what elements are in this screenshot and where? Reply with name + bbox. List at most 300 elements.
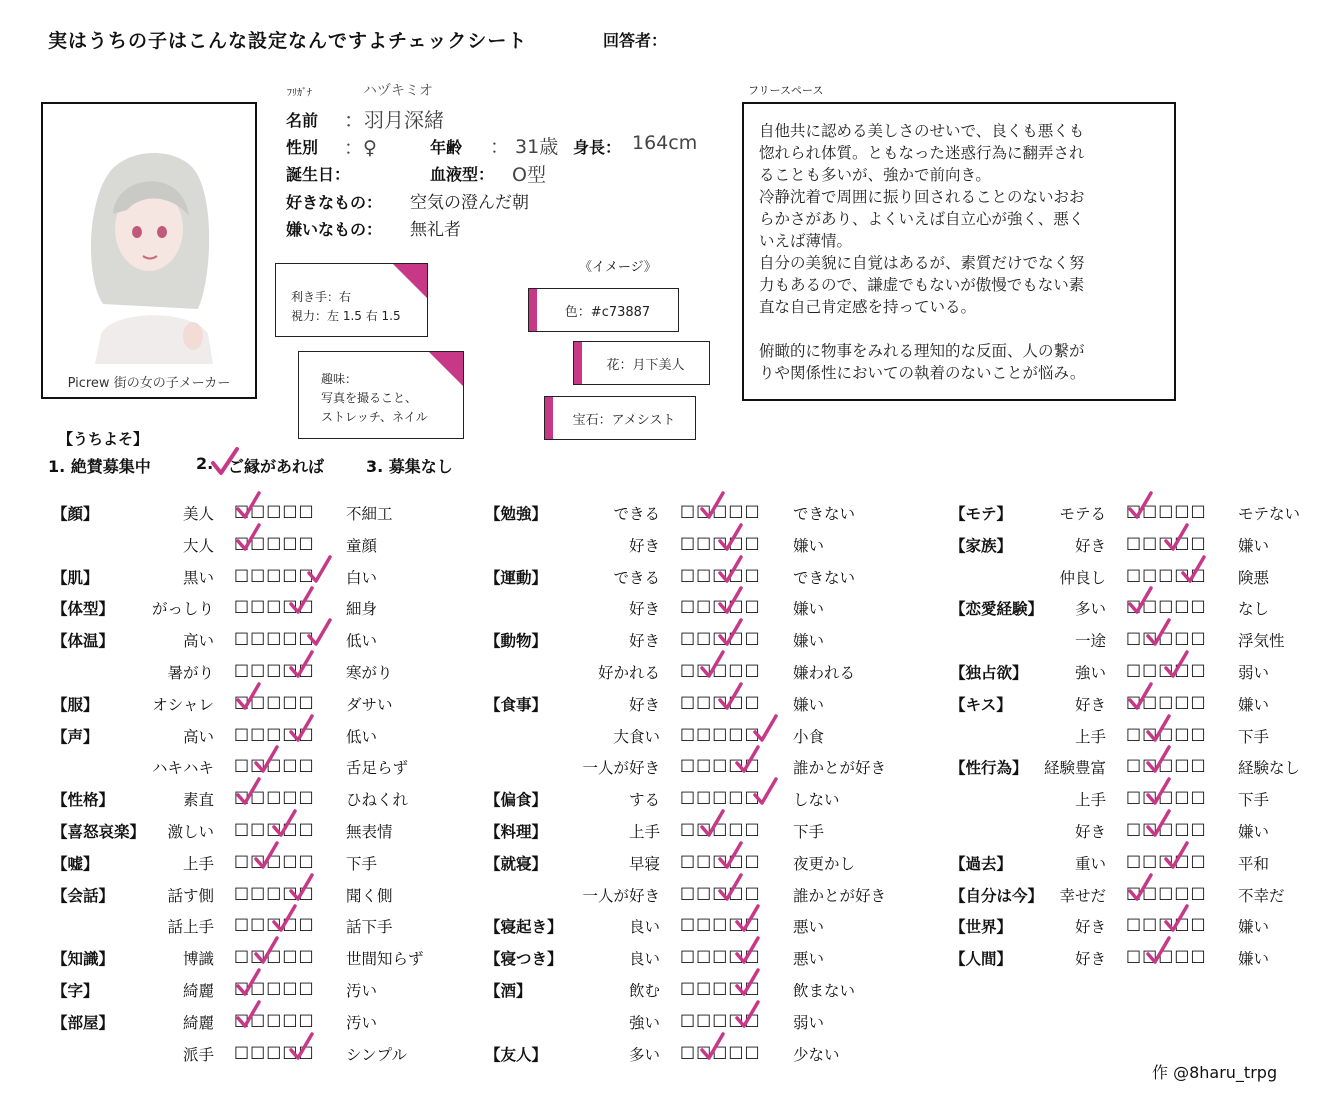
rating-boxes[interactable]: □□□□□ [680, 946, 761, 966]
rating-boxes[interactable]: □□□□□ [234, 501, 315, 520]
left-attribute: できる [613, 505, 660, 523]
left-attribute: する [628, 791, 660, 810]
age-label: 年齢 [430, 138, 463, 157]
left-attribute: 好き [628, 536, 660, 555]
category-label: 【嘘】 [52, 854, 99, 873]
sheet-title: 実はうちの子はこんな設定なんですよチェックシート [48, 30, 528, 52]
category-label: 【肌】 [52, 568, 99, 587]
left-attribute: モテる [1059, 505, 1106, 523]
left-attribute: 仲良し [1059, 568, 1106, 587]
right-attribute: シンプル [346, 1045, 407, 1064]
rating-check-icon [1126, 490, 1154, 520]
category-label: 【部屋】 [52, 1013, 115, 1032]
category-label: 【偏食】 [485, 791, 548, 810]
left-attribute: 好き [1074, 950, 1106, 969]
rating-boxes[interactable]: □□□□□ [1126, 787, 1207, 807]
image-gem-tag [544, 396, 696, 440]
image-color-text: 色：#c73887 [564, 304, 651, 320]
left-attribute: 経験豊富 [1043, 759, 1106, 778]
free-space-line: 俯瞰的に物事をみれる理知的な反面、人の繋が [759, 342, 1085, 360]
right-attribute: 聞く側 [346, 886, 393, 905]
likes-label: 好きなもの： [286, 193, 383, 212]
left-attribute: 好き [1074, 823, 1106, 841]
free-space-text [759, 120, 1164, 384]
uchiyoso-option-2: 2. [196, 454, 214, 473]
category-label: 【服】 [52, 695, 99, 714]
rating-boxes[interactable]: □□□□□ [234, 1009, 315, 1029]
rating-boxes[interactable]: □□□□□ [680, 755, 761, 775]
left-attribute: 多い [628, 1045, 660, 1064]
category-label: 【酒】 [485, 982, 532, 1000]
rating-boxes[interactable]: □□□□□ [234, 723, 315, 743]
rating-boxes[interactable]: □□□□□ [680, 1009, 761, 1029]
free-space-line: りや関係性においての執着のないことが悩み。 [759, 364, 1086, 382]
rating-check-icon [234, 776, 262, 806]
right-attribute: 嫌い [793, 536, 825, 555]
right-attribute: ダサい [346, 695, 393, 714]
left-attribute: 好き [1074, 695, 1106, 714]
left-attribute: ハキハキ [151, 759, 214, 778]
category-label: 【声】 [52, 727, 99, 746]
right-attribute: 経験なし [1238, 759, 1301, 778]
left-attribute: 強い [628, 1013, 660, 1032]
category-label: 【食事】 [485, 695, 548, 714]
rating-boxes[interactable]: □□□□□ [1126, 914, 1207, 934]
category-label: 【顔】 [52, 505, 99, 523]
rating-boxes[interactable]: □□□□□ [234, 532, 315, 552]
left-attribute: 好き [628, 600, 660, 619]
category-label: 【友人】 [485, 1045, 548, 1064]
category-label: 【性格】 [52, 791, 115, 810]
free-space-label: フリースペース [748, 84, 824, 97]
left-attribute: オシャレ [152, 695, 214, 714]
free-space-box [742, 102, 1176, 401]
author-credit: 作 @8haru_trpg [1152, 1063, 1278, 1082]
rating-boxes[interactable]: □□□□□ [1126, 628, 1207, 648]
rating-boxes[interactable]: □□□□□ [1126, 755, 1207, 775]
left-attribute: 綺麗 [182, 1013, 214, 1032]
right-attribute: ひねくれ [346, 791, 409, 810]
right-attribute: 低い [346, 727, 378, 746]
rating-boxes[interactable]: □□□□□ [680, 787, 761, 807]
left-attribute: 良い [628, 950, 660, 969]
handedness-text: 利き手：右 [291, 290, 352, 304]
right-attribute: できない [793, 568, 856, 587]
rating-boxes[interactable]: □□□□□ [1126, 850, 1207, 870]
category-label: 【勉強】 [485, 505, 548, 523]
rating-check-icon [751, 713, 779, 743]
free-space-line: いえば薄情。 [759, 232, 853, 250]
right-attribute: 嫌い [1238, 536, 1270, 555]
rating-boxes[interactable]: □□□□□ [1126, 691, 1207, 711]
rating-check-icon [716, 554, 744, 584]
right-attribute: 嫌われる [793, 664, 856, 682]
right-attribute: 不細工 [346, 505, 393, 523]
rating-boxes[interactable]: □□□□□ [1126, 723, 1207, 743]
right-attribute: 世間知らず [346, 950, 424, 969]
category-label: 【キス】 [950, 695, 1012, 714]
rating-boxes[interactable]: □□□□□ [680, 723, 761, 743]
rating-boxes[interactable]: □□□□□ [680, 532, 761, 552]
right-attribute: 夜更かし [793, 854, 856, 873]
right-attribute: 嫌い [1238, 950, 1270, 969]
rating-boxes[interactable]: □□□□□ [680, 882, 761, 902]
left-attribute: 上手 [1074, 791, 1106, 810]
right-attribute: 嫌い [1238, 695, 1270, 714]
free-space-line: 惚れられ体質。ともなった迷惑行為に翻弄され [759, 144, 1085, 162]
right-attribute: 下手 [1238, 791, 1270, 810]
free-space-line: 冷静沈着で周囲に振り回されることのないおお [759, 188, 1085, 206]
height-label: 身長： [573, 138, 622, 157]
left-attribute: 大人 [182, 536, 214, 555]
category-label: 【恋愛経験】 [950, 600, 1044, 619]
height-value: 164cm [632, 132, 698, 154]
uchiyoso-option-3: 3. 募集なし [366, 457, 453, 476]
left-attribute: 大食い [613, 727, 660, 746]
right-attribute: 悪い [793, 950, 825, 969]
right-attribute: 下手 [1238, 727, 1270, 746]
uchiyoso-label: 【うちよそ】 [58, 430, 149, 448]
rating-check-icon [1162, 840, 1190, 870]
right-attribute: モテない [1238, 505, 1301, 523]
left-attribute: 美人 [182, 505, 214, 523]
rating-check-icon [751, 776, 779, 806]
portrait-illustration [43, 104, 255, 364]
rating-boxes[interactable]: □□□□□ [1126, 882, 1207, 902]
left-attribute: 多い [1074, 600, 1106, 619]
age-value: ： 31歳 [490, 136, 559, 158]
right-attribute: 飲まない [793, 982, 856, 1000]
left-attribute: 高い [182, 727, 214, 746]
left-attribute: 派手 [182, 1045, 214, 1064]
free-space-line: 直な自己肯定感を持っている。 [759, 298, 977, 316]
category-label: 【運動】 [485, 568, 548, 587]
card-corner-accent [429, 352, 463, 386]
rating-boxes[interactable]: □□□□□ [680, 660, 761, 679]
rating-check-icon [287, 1031, 315, 1061]
left-attribute: 一人が好き [582, 886, 660, 905]
rating-check-icon [733, 903, 761, 933]
left-attribute: 上手 [628, 823, 660, 841]
category-label: 【動物】 [485, 632, 548, 651]
rating-boxes[interactable]: □□□□□ [680, 1041, 761, 1061]
rating-check-icon [1144, 808, 1172, 838]
rating-check-icon [733, 967, 761, 997]
right-attribute: 細身 [346, 600, 378, 619]
rating-boxes[interactable]: □□□□□ [680, 628, 761, 648]
left-attribute: 好かれる [597, 664, 660, 682]
rating-boxes[interactable]: □□□□□ [234, 691, 315, 711]
right-attribute: なし [1238, 600, 1270, 619]
rating-boxes[interactable]: □□□□□ [234, 755, 315, 775]
rating-check-icon [1144, 935, 1172, 965]
image-color-tag [528, 288, 679, 332]
category-label: 【料理】 [485, 823, 548, 841]
tag-accent-bar [529, 289, 537, 331]
left-attribute: 好き [1074, 918, 1106, 937]
rating-check-icon [1144, 776, 1172, 806]
rating-check-icon [698, 649, 726, 679]
rating-boxes[interactable]: □□□□□ [680, 596, 761, 616]
rating-check-icon [716, 522, 744, 552]
category-label: 【過去】 [950, 854, 1013, 873]
image-flower-text: 花：月下美人 [606, 357, 685, 373]
left-attribute: 暑がり [167, 664, 214, 682]
rating-boxes[interactable]: □□□□□ [680, 978, 761, 997]
rating-check-icon [716, 585, 744, 615]
rating-check-icon [1162, 649, 1190, 679]
rating-check-icon [716, 840, 744, 870]
rating-check-icon [234, 967, 262, 997]
free-space-line: 自分の美貌に自覚はあるが、素質だけでなく努 [759, 254, 1085, 272]
rating-check-icon [234, 681, 262, 711]
rating-boxes[interactable]: □□□□□ [1126, 946, 1207, 966]
left-attribute: 早寝 [628, 854, 660, 873]
left-attribute: 一途 [1074, 632, 1106, 651]
rating-check-icon [305, 554, 333, 584]
left-attribute: 好き [628, 632, 660, 651]
rating-boxes[interactable]: □□□□□ [234, 819, 315, 838]
rating-check-icon [270, 808, 298, 838]
right-attribute: 誰かとが好き [793, 759, 887, 778]
rating-boxes[interactable]: □□□□□ [234, 660, 315, 679]
rating-check-icon [716, 872, 744, 902]
rating-boxes[interactable]: □□□□□ [234, 882, 315, 902]
rating-check-icon [698, 1031, 726, 1061]
right-attribute: 嫌い [1238, 918, 1270, 937]
left-attribute: がっしり [151, 600, 214, 619]
category-label: 【字】 [52, 982, 99, 1000]
free-space-line: ることも多いが、強かで前向き。 [759, 166, 991, 184]
category-label: 【モテ】 [950, 505, 1013, 523]
rating-check-icon [733, 935, 761, 965]
rating-check-icon [287, 649, 315, 679]
rating-check-icon [1162, 522, 1190, 552]
left-attribute: 話す側 [167, 886, 214, 905]
left-attribute: 好き [628, 695, 660, 714]
uchiyoso-option-2-text: ご縁があれば [228, 457, 325, 476]
free-space-line [759, 318, 1164, 340]
gender-value: ：♀ [344, 137, 377, 159]
gender-label: 性別 [286, 138, 319, 157]
rating-check-icon [716, 617, 744, 647]
rating-check-icon [698, 490, 726, 520]
blood-type-value: O型 [512, 164, 546, 186]
right-attribute: 無表情 [346, 823, 393, 841]
rating-boxes[interactable]: □□□□□ [1126, 501, 1207, 520]
rating-check-icon [1144, 713, 1172, 743]
rating-boxes[interactable]: □□□□□ [1126, 532, 1207, 552]
category-label: 【人間】 [950, 950, 1013, 969]
right-attribute: 嫌い [793, 632, 825, 651]
rating-boxes[interactable]: □□□□□ [1126, 564, 1207, 584]
rating-check-icon [716, 681, 744, 711]
uchiyoso-check-icon [210, 446, 240, 476]
rating-check-icon [733, 999, 761, 1029]
free-space-line: 自他共に認める美しさのせいで、良くも悪くも [759, 122, 1085, 140]
left-attribute: 幸せだ [1059, 886, 1106, 905]
category-label: 【世界】 [950, 918, 1013, 937]
character-portrait [41, 102, 257, 399]
rating-boxes[interactable]: □□□□□ [234, 850, 315, 870]
left-attribute: 激しい [167, 823, 214, 841]
rating-check-icon [733, 744, 761, 774]
rating-check-icon [287, 872, 315, 902]
right-attribute: 弱い [1238, 664, 1270, 682]
name-label: 名前 [286, 111, 319, 130]
right-attribute: 低い [346, 632, 378, 651]
rating-boxes[interactable]: □□□□□ [680, 819, 761, 838]
rating-check-icon [698, 808, 726, 838]
image-flower-tag [573, 341, 710, 385]
left-attribute: 上手 [1074, 727, 1106, 746]
rating-check-icon [1162, 903, 1190, 933]
rating-check-icon [234, 490, 262, 520]
right-attribute: 嫌い [1238, 823, 1270, 841]
rating-check-icon [1179, 554, 1207, 584]
right-attribute: 汚い [346, 1013, 378, 1032]
left-attribute: 好き [1074, 536, 1106, 555]
rating-check-icon [252, 744, 280, 774]
rating-check-icon [234, 522, 262, 552]
left-attribute: 一人が好き [582, 759, 660, 778]
left-attribute: できる [613, 568, 660, 587]
rating-boxes[interactable]: □□□□□ [234, 787, 315, 807]
image-section-title: 《イメージ》 [579, 260, 657, 275]
uchiyoso-option-1: 1. 絶賛募集中 [48, 457, 151, 476]
category-label: 【性行為】 [950, 759, 1028, 778]
rating-check-icon [252, 840, 280, 870]
furigana-value: ハヅキミオ [363, 83, 433, 99]
rating-check-icon [252, 935, 280, 965]
left-attribute: 重い [1074, 854, 1106, 873]
name-value: ：羽月深緒 [344, 108, 444, 132]
right-attribute: 寒がり [346, 664, 393, 682]
right-attribute: 小食 [793, 727, 825, 746]
left-attribute: 博識 [182, 950, 214, 969]
rating-check-icon [287, 713, 315, 743]
left-attribute: 素直 [182, 791, 214, 810]
hobby-card [298, 351, 464, 439]
dislikes-label: 嫌いなもの： [286, 220, 383, 239]
category-label: 【自分は今】 [950, 886, 1044, 905]
rating-boxes[interactable]: □□□□□ [680, 850, 761, 870]
rating-check-icon [287, 585, 315, 615]
right-attribute: 弱い [793, 1013, 825, 1032]
rating-boxes[interactable]: □□□□□ [234, 628, 315, 648]
free-space-line: 力もあるので、謙虚でもないが傲慢でもない素 [759, 276, 1085, 294]
rating-check-icon [234, 999, 262, 1029]
rating-boxes[interactable]: □□□□□ [234, 978, 315, 997]
right-attribute: 下手 [793, 823, 825, 841]
right-attribute: 舌足らず [346, 759, 409, 778]
right-attribute: 誰かとが好き [793, 886, 887, 905]
rating-check-icon [1126, 681, 1154, 711]
category-label: 【独占欲】 [950, 664, 1028, 682]
furigana-label: ﾌﾘｶﾞﾅ [287, 88, 312, 99]
rating-boxes[interactable]: □□□□□ [234, 596, 315, 616]
handedness-vision-card [275, 263, 428, 337]
rating-boxes[interactable]: □□□□□ [234, 946, 315, 966]
dislikes-value: 無礼者 [410, 220, 461, 240]
rating-check-icon [1144, 617, 1172, 647]
category-label: 【会話】 [52, 886, 115, 905]
rating-boxes[interactable]: □□□□□ [234, 564, 315, 584]
left-attribute: 話上手 [167, 918, 214, 937]
right-attribute: 嫌い [793, 695, 825, 714]
left-attribute: 高い [182, 632, 214, 651]
category-label: 【寝起き】 [485, 918, 563, 937]
rating-boxes[interactable]: □□□□□ [1126, 819, 1207, 838]
tag-accent-bar [574, 342, 582, 384]
birthday-label: 誕生日： [286, 165, 351, 184]
hobby-label: 趣味： [321, 372, 358, 386]
rating-check-icon [1126, 585, 1154, 615]
free-space-line: らかさがあり、よくいえば自立心が強く、悪く [759, 210, 1085, 228]
tag-accent-bar [545, 397, 553, 439]
category-label: 【家族】 [950, 536, 1013, 555]
right-attribute: 平和 [1238, 854, 1270, 873]
rating-boxes[interactable]: □□□□□ [680, 501, 761, 520]
rating-boxes[interactable]: □□□□□ [1126, 596, 1207, 616]
left-attribute: 良い [628, 918, 660, 937]
rating-check-icon [270, 903, 298, 933]
blood-type-label: 血液型： [430, 165, 495, 184]
left-attribute: 綺麗 [182, 982, 214, 1000]
right-attribute: 汚い [346, 982, 378, 1000]
right-attribute: 険悪 [1238, 568, 1270, 587]
left-attribute: 上手 [182, 854, 214, 873]
hobby-line-2: ストレッチ、ネイル [321, 410, 428, 424]
right-attribute: しない [793, 791, 840, 810]
right-attribute: 少ない [793, 1045, 840, 1064]
right-attribute: 白い [346, 568, 378, 587]
likes-value: 空気の澄んだ朝 [410, 193, 529, 213]
right-attribute: 不幸だ [1238, 886, 1285, 905]
rating-boxes[interactable]: □□□□□ [680, 691, 761, 711]
rating-boxes[interactable]: □□□□□ [234, 1041, 315, 1061]
right-attribute: できない [793, 505, 856, 523]
right-attribute: 嫌い [793, 600, 825, 619]
right-attribute: 話下手 [346, 918, 393, 937]
category-label: 【喜怒哀楽】 [52, 823, 146, 841]
right-attribute: 浮気性 [1238, 632, 1285, 651]
category-label: 【体温】 [52, 632, 115, 651]
left-attribute: 黒い [182, 568, 214, 587]
right-attribute: 童顔 [346, 536, 378, 555]
rating-check-icon [305, 617, 333, 647]
category-label: 【体型】 [52, 600, 115, 619]
category-label: 【就寝】 [485, 854, 548, 873]
rating-boxes[interactable]: □□□□□ [680, 564, 761, 584]
left-attribute: 飲む [628, 982, 660, 1000]
rating-check-icon [1126, 872, 1154, 902]
rating-boxes[interactable]: □□□□□ [1126, 660, 1207, 679]
right-attribute: 悪い [793, 918, 825, 937]
category-label: 【知識】 [52, 950, 115, 969]
vision-text: 視力：左 1.5 右 1.5 [291, 309, 401, 323]
right-attribute: 下手 [346, 854, 378, 873]
image-gem-text: 宝石：アメシスト [572, 412, 676, 428]
portrait-caption: Picrew 街の女の子メーカー [67, 376, 231, 391]
respondent-label: 回答者： [603, 31, 668, 50]
rating-boxes[interactable]: □□□□□ [234, 914, 315, 934]
hobby-line-1: 写真を撮ること、 [321, 391, 418, 405]
category-label: 【寝つき】 [485, 950, 563, 969]
rating-boxes[interactable]: □□□□□ [680, 914, 761, 934]
rating-check-icon [1144, 744, 1172, 774]
left-attribute: 強い [1074, 664, 1106, 682]
